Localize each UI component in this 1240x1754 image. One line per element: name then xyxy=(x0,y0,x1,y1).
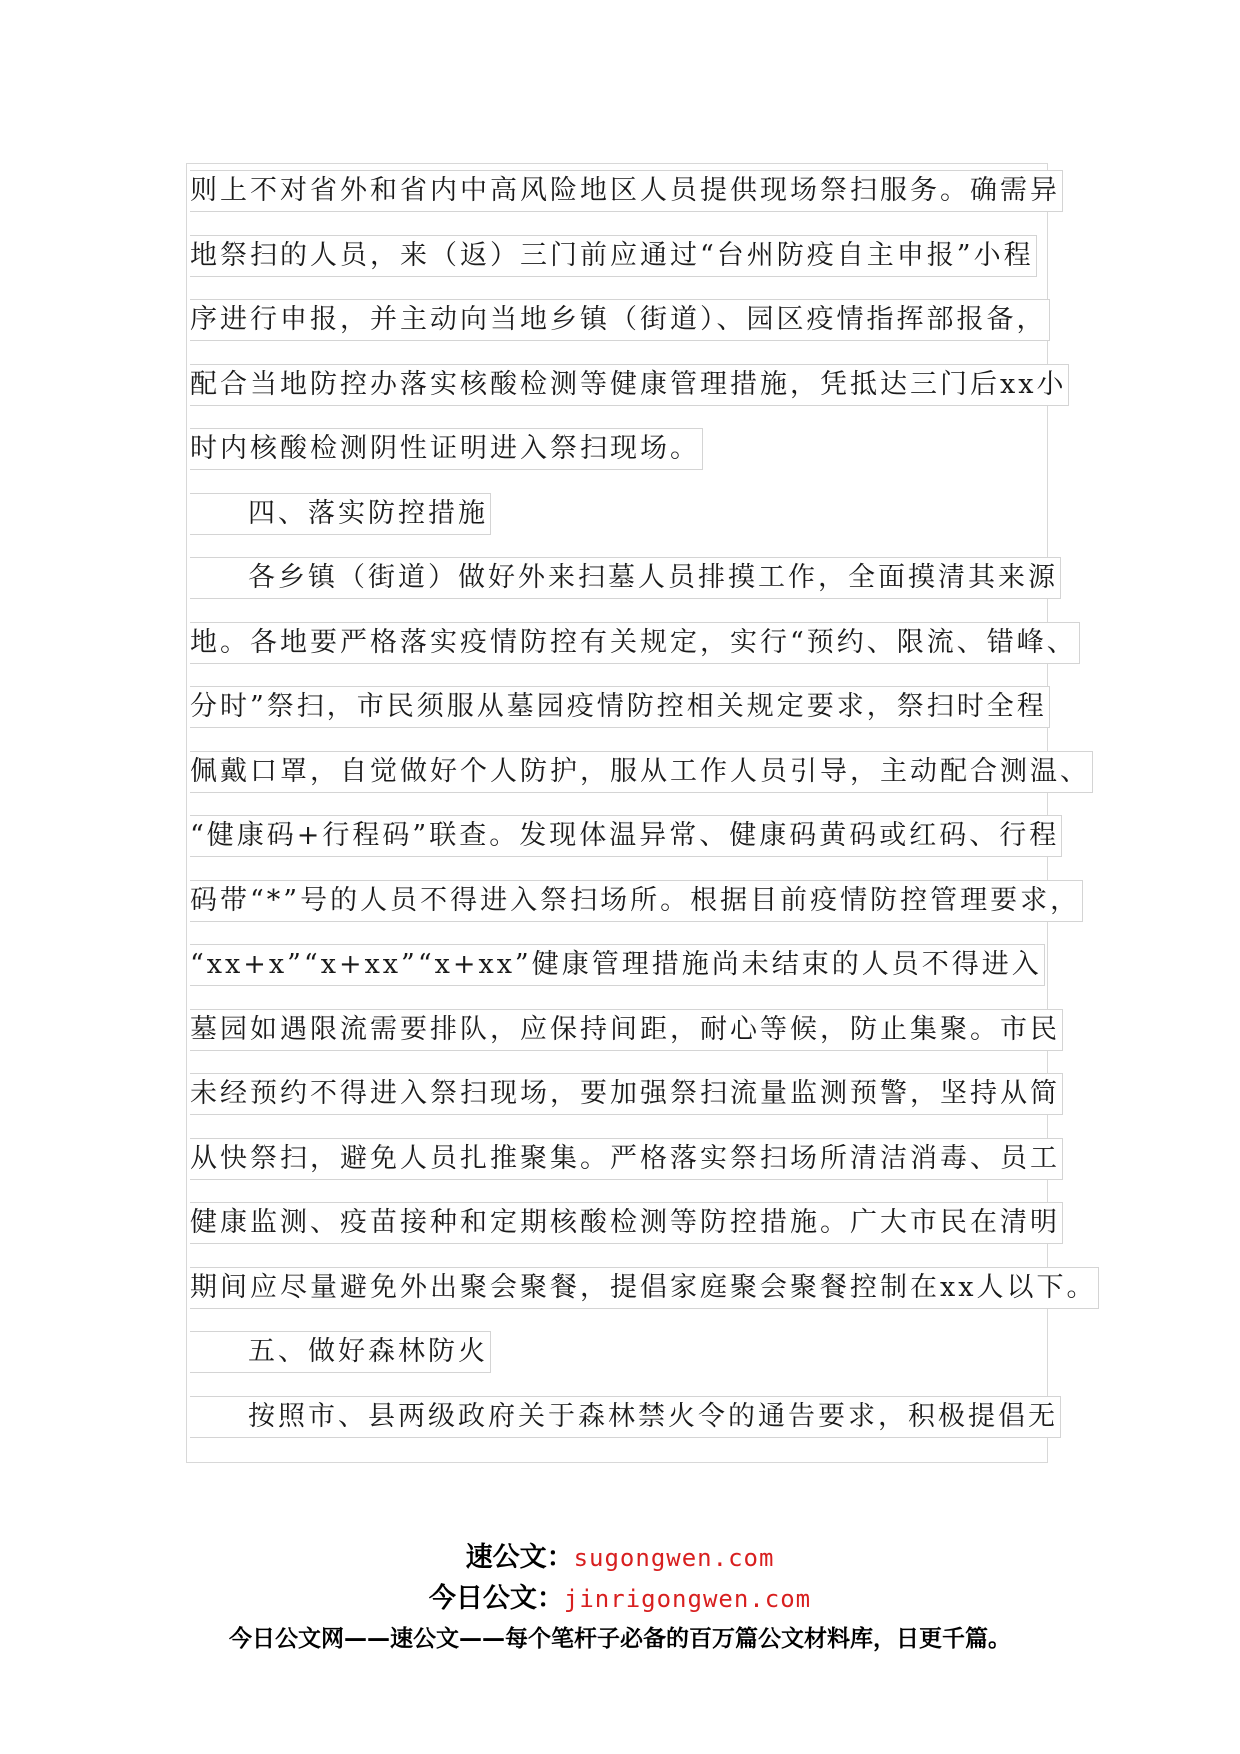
paragraph-line-text: 四、落实防控措施 xyxy=(190,493,491,535)
paragraph-line-text: 则上不对省外和省内中高风险地区人员提供现场祭扫服务。确需异 xyxy=(190,170,1063,212)
paragraph-line xyxy=(190,428,1090,493)
paragraph-line xyxy=(190,1396,1090,1461)
footer-sugongwen-label: 速公文： xyxy=(465,1542,574,1573)
paragraph-line-text: “xx+x”“x+xx”“x+xx”健康管理措施尚未结束的人员不得进入 xyxy=(190,944,1045,986)
paragraph-line-text: 按照市、县两级政府关于森林禁火令的通告要求，积极提倡无 xyxy=(190,1396,1061,1438)
footer-jinrigongwen-label: 今日公文： xyxy=(428,1583,564,1614)
paragraph-line xyxy=(190,1331,1090,1396)
paragraph-line xyxy=(190,1138,1090,1203)
paragraph-line xyxy=(190,1009,1090,1074)
paragraph-line xyxy=(190,1202,1090,1267)
paragraph-line xyxy=(190,622,1090,687)
paragraph-line xyxy=(190,944,1090,1009)
paragraph-line xyxy=(190,235,1090,300)
paragraph-line-text: 配合当地防控办落实核酸检测等健康管理措施，凭抵达三门后xx小 xyxy=(190,364,1069,406)
paragraph-line-text: 序进行申报，并主动向当地乡镇（街道）、园区疫情指挥部报备， xyxy=(190,299,1050,341)
paragraph-line xyxy=(190,170,1090,235)
paragraph-line xyxy=(190,557,1090,622)
paragraph-line-text: 佩戴口罩，自觉做好个人防护，服从工作人员引导，主动配合测温、 xyxy=(190,751,1093,793)
paragraph-line xyxy=(190,364,1090,429)
paragraph-line-text: 码带“*”号的人员不得进入祭扫场所。根据目前疫情防控管理要求， xyxy=(190,880,1083,922)
document-body xyxy=(190,170,1097,1460)
paragraph-line-text: 各乡镇（街道）做好外来扫墓人员排摸工作，全面摸清其来源 xyxy=(190,557,1061,599)
paragraph-line xyxy=(190,1073,1090,1138)
paragraph-line-text: 从快祭扫，避免人员扎推聚集。严格落实祭扫场所清洁消毒、员工 xyxy=(190,1138,1063,1180)
footer-tagline: 今日公文网——速公文——每个笔杆子必备的百万篇公文材料库，日更千篇。 xyxy=(229,1626,1011,1652)
paragraph-line xyxy=(190,493,1090,558)
paragraph-line-text: 五、做好森林防火 xyxy=(190,1331,491,1373)
paragraph-line xyxy=(190,880,1090,945)
paragraph-line xyxy=(190,751,1090,816)
paragraph-line-text: 分时”祭扫，市民须服从墓园疫情防控相关规定要求，祭扫时全程 xyxy=(190,686,1050,728)
jinrigongwen-link[interactable]: jinrigongwen.com xyxy=(563,1585,812,1613)
sugongwen-link[interactable]: sugongwen.com xyxy=(573,1544,775,1572)
paragraph-line-text: 健康监测、疫苗接种和定期核酸检测等防控措施。广大市民在清明 xyxy=(190,1202,1063,1244)
paragraph-line-text: 期间应尽量避免外出聚会聚餐，提倡家庭聚会聚餐控制在xx人以下。 xyxy=(190,1267,1099,1309)
footer-jinrigongwen xyxy=(0,1576,1240,1615)
paragraph-line-text: 地祭扫的人员，来（返）三门前应通过“台州防疫自主申报”小程 xyxy=(190,235,1037,277)
footer-sugongwen xyxy=(0,1535,1240,1574)
paragraph-line-text: 未经预约不得进入祭扫现场，要加强祭扫流量监测预警，坚持从简 xyxy=(190,1073,1063,1115)
paragraph-line xyxy=(190,686,1090,751)
paragraph-line-text: 墓园如遇限流需要排队，应保持间距，耐心等候，防止集聚。市民 xyxy=(190,1009,1063,1051)
paragraph-line-text: 地。各地要严格落实疫情防控有关规定，实行“预约、限流、错峰、 xyxy=(190,622,1080,664)
paragraph-line-text: “健康码+行程码”联查。发现体温异常、健康码黄码或红码、行程 xyxy=(190,815,1062,857)
paragraph-line-text: 时内核酸检测阴性证明进入祭扫现场。 xyxy=(190,428,703,470)
paragraph-line xyxy=(190,1267,1097,1332)
paragraph-line xyxy=(190,815,1090,880)
paragraph-line xyxy=(190,299,1090,364)
